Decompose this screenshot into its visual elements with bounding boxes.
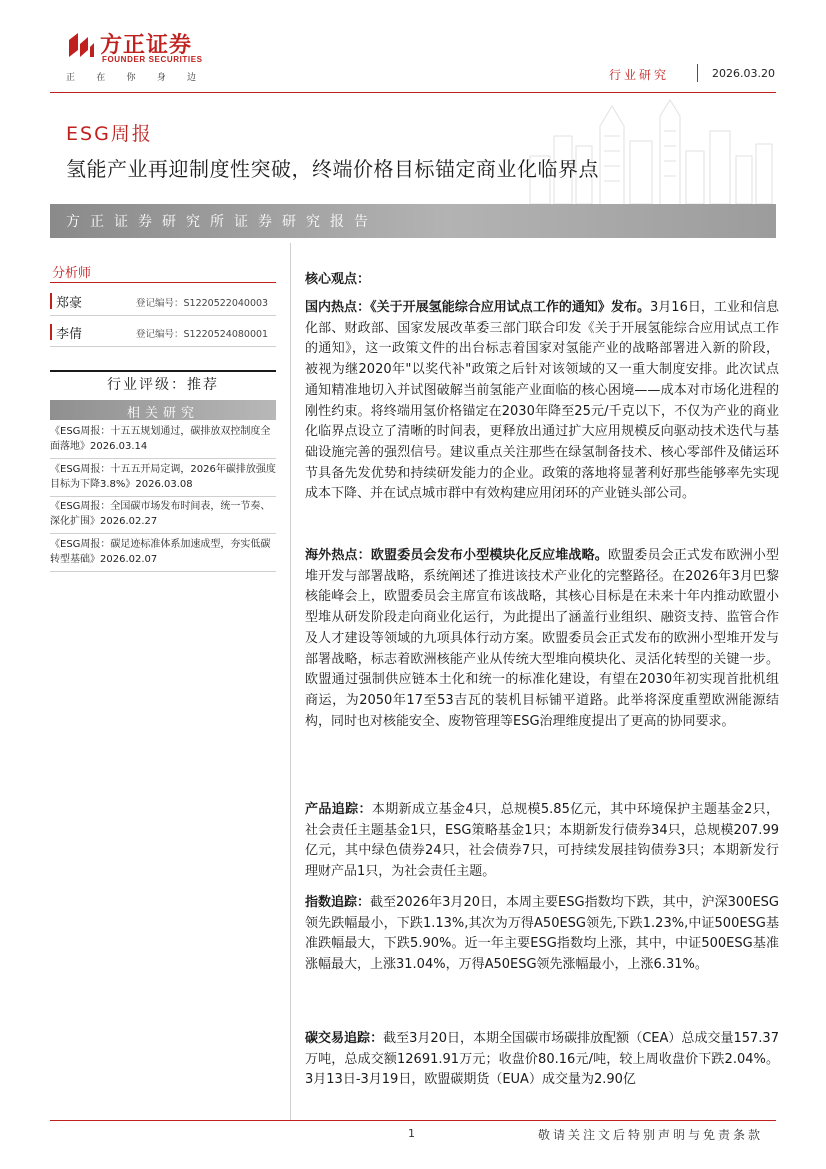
paragraph-lead: 国内热点：《关于开展氢能综合应用试点工作的通知》发布。 [305, 300, 650, 315]
analyst-reg-number: 登记编号：S1220522040003 [136, 298, 269, 309]
paragraph-text: 本期新成立基金4只，总规模5.85亿元，其中环境保护主题基金2只，社会责任主题基金1只，ESG策略基金1只；本期新发行债券34只，总规模207.99亿元，其中绿色债券24只，社会债券7只，可持续发展挂钩债券3只；本期新发行理财产品1只，为社会责任主题。 [305, 802, 779, 880]
brand-logo [66, 26, 236, 86]
rating-rule [50, 370, 276, 372]
analyst-divider [50, 346, 276, 347]
carbon-trading-paragraph [305, 1029, 779, 1091]
core-view-label: 核心观点： [305, 272, 371, 287]
analyst-row [50, 287, 276, 315]
overseas-hotspot-paragraph [305, 546, 779, 732]
industry-rating: 行业评级：推荐 [107, 377, 219, 393]
slogan [66, 70, 196, 83]
header-category: 行业研究 [609, 68, 670, 82]
column-divider [290, 243, 291, 1120]
product-tracking-paragraph [305, 800, 779, 883]
slogan-char: 正 [66, 73, 76, 83]
paragraph-text: 截至2026年3月20日，本周主要ESG指数均下跌，其中，沪深300ESG领先跌幅最小，下跌1.13%,其次为万得A50ESG领先,下跌1.23%,中证500ESG基准跌幅最大，下跌5.90%。近一年主要ESG指数均上涨，其中，中证500ESG基准涨幅最大，上涨31.04%，万得A50ESG领先涨幅最小，上涨6.31%。 [305, 895, 779, 973]
related-report-link[interactable]: 《ESG周报：碳足迹标准体系加速成型，夯实低碳转型基础》2026.02.07 [50, 539, 271, 565]
related-divider [50, 533, 276, 534]
analyst-heading-rule [50, 282, 276, 283]
related-report-link[interactable]: 《ESG周报：十五五规划通过，碳排放双控制度全面落地》2026.03.14 [50, 426, 271, 452]
slogan-char: 身 [156, 73, 166, 83]
city-skyline-illustration [520, 96, 776, 204]
paragraph-text: 截至3月20日，本期全国碳市场碳排放配额（CEA）总成交量157.37万吨，总成交额12691.91万元；收盘价80.16元/吨，较上周收盘价下跌2.04%。3月13日-3月19日，欧盟碳期货（EUA）成交量为2.90亿 [305, 1031, 779, 1088]
logo-english-text: FOUNDER SECURITIES [102, 55, 203, 64]
related-divider [50, 458, 276, 459]
header-date: 2026.03.20 [712, 67, 775, 80]
analyst-marker [50, 293, 52, 309]
slogan-char: 边 [186, 73, 196, 83]
related-divider [50, 496, 276, 497]
founder-logo-icon [66, 30, 96, 60]
related-report-link[interactable]: 《ESG周报：全国碳市场发布时间表，统一节奏、深化扩围》2026.02.27 [50, 501, 271, 527]
page-number: 1 [408, 1127, 415, 1140]
paragraph-lead: 产品追踪： [305, 802, 372, 817]
slogan-char: 你 [126, 73, 136, 83]
logo-text: 方正证券 [100, 33, 193, 58]
analyst-marker [50, 324, 52, 340]
report-title: 氢能产业再迎制度性突破，终端价格目标锚定商业化临界点 [66, 157, 599, 181]
paragraph-lead: 海外热点：欧盟委员会发布小型模块化反应堆战略。 [305, 548, 608, 563]
footer-rule [50, 1120, 776, 1121]
header-rule [50, 92, 776, 93]
index-tracking-paragraph [305, 893, 779, 976]
header-separator [697, 64, 698, 82]
paragraph-text: 3月16日，工业和信息化部、财政部、国家发展改革委三部门联合印发《关于开展氢能综合应用试点工作的通知》，这一政策文件的出台标志着国家对氢能产业的战略部署进入新的阶段，被视为继2020年"以奖代补"政策之后针对该领域的又一重大制度安排。此次试点通知精准地切入并试图破解当前氢能产业面临的核心困境——成本对市场化进程的刚性约束。将终端用氢价格锚定在2030年降至25元/千克以下，不仅为产业的商业化临界点设立了清晰的时间表，更释放出通过扩大应用规模反向驱动技术迭代与基础设施完善的强烈信号。建议重点关注那些在绿氢制备技术、核心零部件及储运环节具备先发优势和持续研发能力的企业。政策的落地将显著利好那些能够率先实现成本下降、并在试点城市群中有效构建应用闭环的产业链头部公司。 [305, 300, 779, 502]
band-text: 方正证券研究所证券研究报告 [66, 214, 378, 230]
related-divider [50, 571, 276, 572]
related-research-heading: 相关研究 [126, 406, 199, 421]
domestic-hotspot-paragraph [305, 298, 779, 505]
analyst-divider [50, 315, 276, 316]
analyst-row [50, 318, 276, 346]
paragraph-lead: 碳交易追踪： [305, 1031, 384, 1046]
related-report-link[interactable]: 《ESG周报：十五五开局定调，2026年碳排放强度目标为下降3.8%》2026.03.08 [50, 464, 276, 490]
report-type: ESG周报 [66, 123, 153, 145]
paragraph-lead: 指数追踪： [305, 895, 371, 910]
paragraph-text: 欧盟委员会正式发布欧洲小型堆开发与部署战略，系统阐述了推进该技术产业化的完整路径。在2026年3月巴黎核能峰会上，欧盟委员会主席宣布该战略，其核心目标是在未来十年内推动欧盟小型堆从研发阶段走向商业化运行，为此提出了涵盖行业组织、融资支持、监管合作及人才建设等领域的九项具体行动方案。欧盟委员会正式发布的欧洲小型堆开发与部署战略，标志着欧洲核能产业从传统大型堆向模块化、灵活化转型的关键一步。欧盟通过强制供应链本土化和统一的标准化建设，有望在2030年初实现首批机组商运，为2050年17至53吉瓦的装机目标铺平道路。此举将深度重塑欧洲能源结构，同时也对核能安全、废物管理等ESG治理维度提出了更高的协同要求。 [305, 548, 779, 729]
analyst-heading: 分析师 [52, 266, 92, 281]
slogan-char: 在 [96, 73, 106, 83]
analyst-reg-number: 登记编号：S1220524080001 [136, 329, 269, 340]
analyst-name: 郑豪 [56, 296, 83, 311]
disclaimer-note: 敬请关注文后特别声明与免责条款 [538, 1128, 764, 1142]
analyst-name: 李倩 [56, 327, 83, 342]
